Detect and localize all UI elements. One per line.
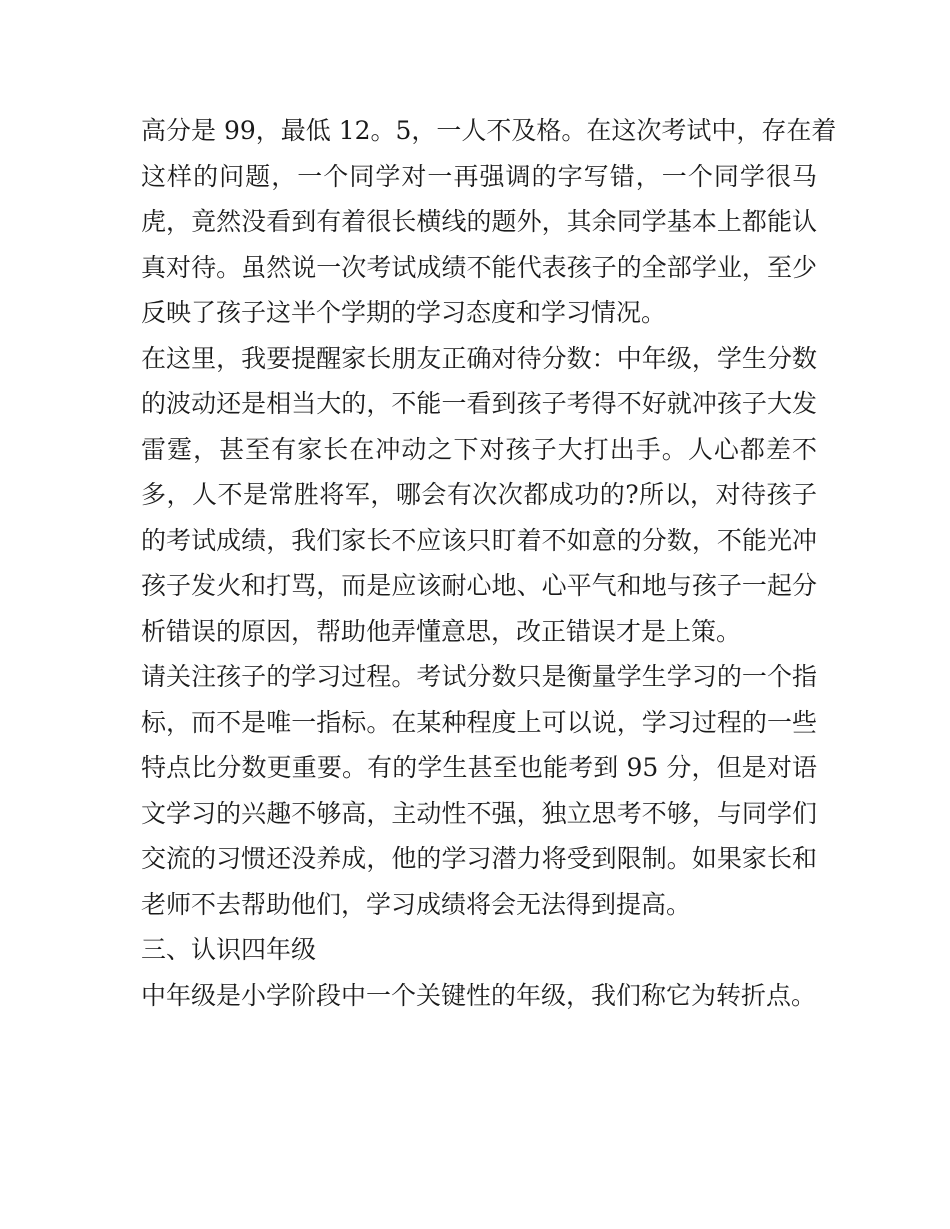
text-line: 文学习的兴趣不够高，主动性不强，独立思考不够，与同学们 [141, 798, 817, 828]
text-line: 在这里，我要提醒家长朋友正确对待分数：中年级，学生分数 [141, 343, 817, 373]
text-line: 这样的问题，一个同学对一再强调的字写错，一个同学很马 [141, 161, 817, 191]
section-heading [141, 927, 817, 973]
text-line: 的考试成绩，我们家长不应该只盯着不如意的分数，不能光冲 [141, 525, 817, 555]
text-line: 特点比分数更重要。有的学生甚至也能考到 95 分，但是对语 [141, 753, 817, 782]
document-body [141, 108, 837, 1018]
text-line: 请关注孩子的学习过程。考试分数只是衡量学生学习的一个指 [141, 662, 817, 691]
paragraph-treat-scores [141, 336, 817, 655]
text-line: 多，人不是常胜将军，哪会有次次都成功的?所以，对待孩子 [141, 480, 817, 509]
text-line: 孩子发火和打骂，而是应该耐心地、心平气和地与孩子一起分 [141, 571, 817, 600]
text-line: 的波动还是相当大的，不能一看到孩子考得不好就冲孩子大发 [141, 389, 817, 418]
section-heading-text: 三、认识四年级 [141, 935, 317, 964]
paragraph-fourth-grade [141, 973, 817, 1019]
text-line: 雷霆，甚至有家长在冲动之下对孩子大打出手。人心都差不 [141, 434, 817, 464]
paragraph-learning-process [141, 654, 817, 927]
paragraph-exam-results [141, 108, 837, 336]
text-line: 反映了孩子这半个学期的学习态度和学习情况。 [141, 298, 667, 327]
text-line: 高分是 99，最低 12。5，一人不及格。在这次考试中，存在着 [141, 116, 837, 145]
text-line: 老师不去帮助他们，学习成绩将会无法得到提高。 [141, 889, 692, 919]
text-line: 交流的习惯还没养成，他的学习潜力将受到限制。如果家长和 [141, 844, 817, 873]
text-line: 虎，竟然没看到有着很长横线的题外，其余同学基本上都能认 [141, 207, 817, 236]
text-line: 析错误的原因，帮助他弄懂意思，改正错误才是上策。 [141, 616, 742, 646]
text-line: 真对待。虽然说一次考试成绩不能代表孩子的全部学业，至少 [141, 252, 817, 282]
text-line: 中年级是小学阶段中一个关键性的年级，我们称它为转折点。 [141, 980, 817, 1010]
text-line: 标，而不是唯一指标。在某种程度上可以说，学习过程的一些 [141, 707, 817, 737]
